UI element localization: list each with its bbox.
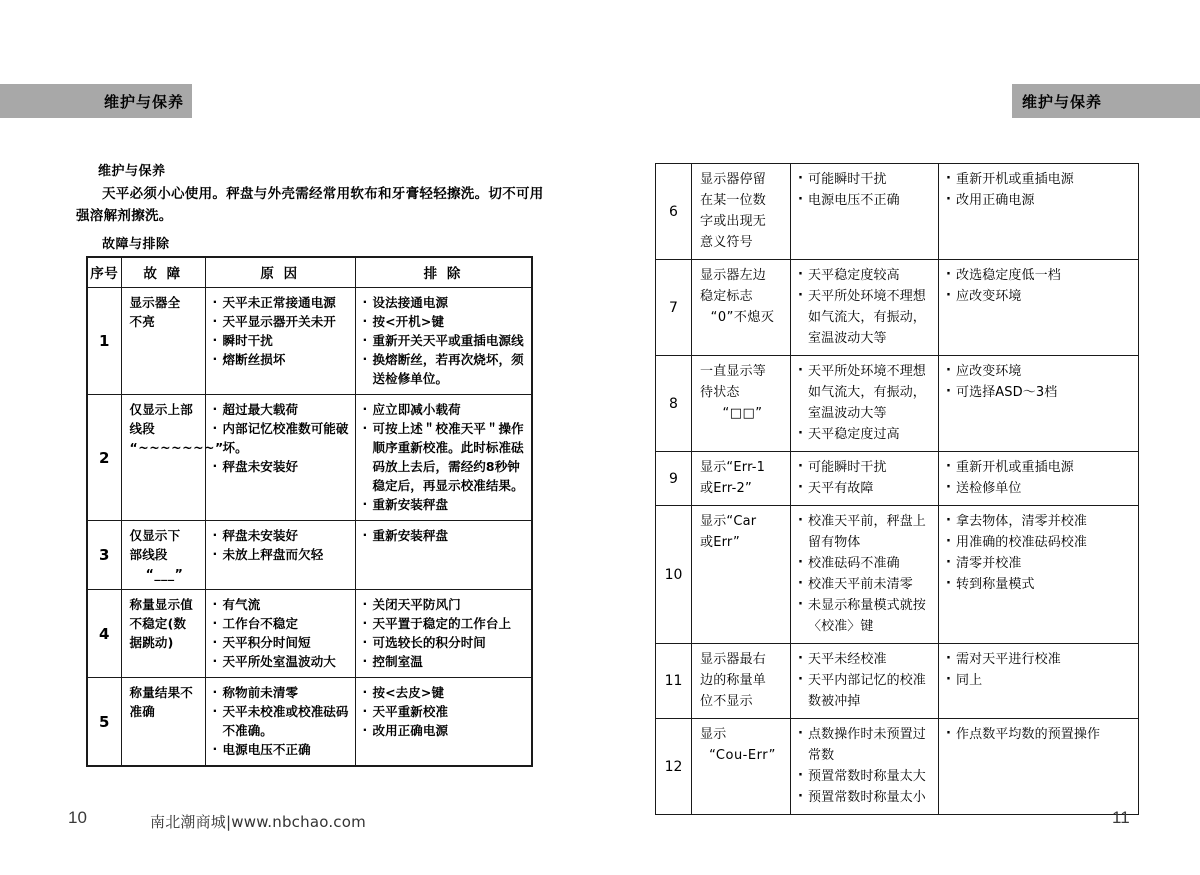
bullet-item: · 预置常数时称量太大: [797, 766, 933, 787]
row-number: 6: [656, 164, 692, 260]
cause-cell: [791, 356, 939, 452]
fault-line: 不稳定(数: [129, 616, 187, 631]
bullet-list: [945, 265, 1133, 307]
bullet-list: [212, 293, 350, 369]
table-row: [656, 719, 1139, 815]
bullet-item: · 控制室温: [362, 652, 527, 671]
fault-line: 显示“Err-1: [700, 460, 766, 475]
bullet-list: [362, 293, 527, 388]
fault-line: 或Err”: [700, 535, 740, 550]
bullet-item: · 改用正确电源: [945, 190, 1133, 211]
fault-line: 准确: [129, 704, 155, 719]
bullet-item: · 重新开机或重插电源: [945, 169, 1133, 190]
bullet-item: · 天平积分时间短: [212, 633, 350, 652]
fault-line: 边的称量单: [700, 673, 767, 688]
footer-credit: 南北潮商城|www.nbchao.com: [150, 813, 366, 831]
bullet-item: · 改选稳定度低一档: [945, 265, 1133, 286]
bullet-item: · 预置常数时称量太小: [797, 787, 933, 808]
bullet-item: · 需对天平进行校准: [945, 649, 1133, 670]
row-number: 8: [656, 356, 692, 452]
bullet-list: [945, 169, 1133, 211]
bullet-list: [945, 724, 1133, 745]
fault-line: 称量显示值: [129, 597, 194, 612]
bullet-list: [212, 526, 350, 564]
bullet-list: [212, 595, 350, 671]
bullet-list: [362, 683, 527, 740]
row-number: 7: [656, 260, 692, 356]
bullet-item: · 清零并校准: [945, 553, 1133, 574]
fault-line: 不亮: [129, 314, 155, 329]
fault-line: 一直显示等: [700, 364, 767, 379]
bullet-item: · 应改变环境: [945, 361, 1133, 382]
fault-line: 位不显示: [700, 694, 753, 709]
header-banner-right: [1012, 84, 1200, 118]
bullet-item: · 设法接通电源: [362, 293, 527, 312]
bullet-item: · 天平显示器开关未开: [212, 312, 350, 331]
fault-line: 仅显示上部: [129, 402, 194, 417]
bullet-list: [362, 400, 527, 514]
remedy-cell: [939, 164, 1139, 260]
remedy-cell: [939, 719, 1139, 815]
bullet-item: · 重新开机或重插电源: [945, 457, 1133, 478]
remedy-cell: [355, 678, 532, 767]
header-banner-left-text: 维护与保养: [103, 92, 184, 111]
fault-line: 据跳动): [129, 635, 174, 650]
bullet-item: · 应改变环境: [945, 286, 1133, 307]
row-number: 1: [87, 288, 121, 395]
remedy-cell: [355, 395, 532, 521]
bullet-item: · 电源电压不正确: [212, 740, 350, 759]
bullet-item: · 工作台不稳定: [212, 614, 350, 633]
remedy-cell: [939, 452, 1139, 506]
bullet-list: [362, 526, 527, 545]
table-row: [87, 590, 532, 678]
bullet-item: · 同上: [945, 670, 1133, 691]
bullet-item: · 可选较长的积分时间: [362, 633, 527, 652]
bullet-item: · 改用正确电源: [362, 721, 527, 740]
subsection-heading: 故障与排除: [102, 237, 170, 252]
table-row: [656, 164, 1139, 260]
fault-line: 意义符号: [700, 235, 753, 250]
bullet-item: · 瞬时干扰: [212, 331, 350, 350]
row-number: 4: [87, 590, 121, 678]
fault-line: “~~~~~~~”: [129, 440, 224, 455]
bullet-list: [945, 361, 1133, 403]
bullet-item: · 有气流: [212, 595, 350, 614]
bullet-list: [945, 649, 1133, 691]
fault-cell: [121, 395, 224, 521]
column-header-fault: 故 障: [121, 257, 205, 288]
bullet-item: · 送检修单位: [945, 478, 1133, 499]
column-header-remedy: 排 除: [355, 257, 532, 288]
table-row: [87, 395, 532, 521]
cause-cell: [791, 644, 939, 719]
bullet-list: [797, 265, 933, 349]
bullet-item: · 按<开机>键: [362, 312, 527, 331]
remedy-cell: [939, 506, 1139, 644]
bullet-item: · 可能瞬时干扰: [797, 169, 933, 190]
bullet-item: · 关闭天平防风门: [362, 595, 527, 614]
intro-paragraph: 天平必须小心使用。秤盘与外壳需经常用软布和牙膏轻轻擦洗。切不可用强溶解剂擦洗。: [76, 186, 544, 224]
bullet-item: · 天平稳定度较高: [797, 265, 933, 286]
bullet-item: · 拿去物体，清零并校准: [945, 511, 1133, 532]
fault-line: 部线段: [129, 547, 168, 562]
remedy-cell: [939, 260, 1139, 356]
bullet-item: · 校准天平前，秤盘上留有物体: [797, 511, 933, 553]
bullet-item: · 校准砝码不准确: [797, 553, 933, 574]
bullet-list: [797, 511, 933, 637]
fault-line: 显示器最右: [700, 652, 767, 667]
cause-cell: [791, 164, 939, 260]
row-number: 11: [656, 644, 692, 719]
bullet-item: · 天平未正常接通电源: [212, 293, 350, 312]
row-number: 10: [656, 506, 692, 644]
cause-cell: [205, 590, 355, 678]
bullet-item: · 超过最大载荷: [212, 400, 350, 419]
troubleshooting-table-left: [86, 256, 533, 767]
remedy-cell: [355, 590, 532, 678]
table-row: [656, 644, 1139, 719]
fault-cell: [692, 356, 791, 452]
fault-line: 线段: [129, 421, 155, 436]
bullet-item: · 天平稳定度过高: [797, 424, 933, 445]
bullet-item: · 可能瞬时干扰: [797, 457, 933, 478]
bullet-item: · 校准天平前未清零: [797, 574, 933, 595]
fault-cell: [121, 678, 205, 767]
fault-line: 显示器左边: [700, 268, 767, 283]
bullet-item: · 换熔断丝，若再次烧坏，须送检修单位。: [362, 350, 527, 388]
bullet-list: [797, 169, 933, 211]
bullet-item: · 应立即减小载荷: [362, 400, 527, 419]
table-row: [87, 288, 532, 395]
bullet-list: [362, 595, 527, 671]
bullet-item: · 重新安装秤盘: [362, 526, 527, 545]
table-row: [656, 506, 1139, 644]
bullet-list: [945, 511, 1133, 595]
header-banner-left: [0, 84, 192, 118]
bullet-item: · 秤盘未安装好: [212, 457, 350, 476]
cause-cell: [205, 395, 355, 521]
bullet-list: [945, 457, 1133, 499]
table-row: [656, 260, 1139, 356]
bullet-item: · 天平所处室温波动大: [212, 652, 350, 671]
fault-cell: [692, 164, 791, 260]
row-number: 2: [87, 395, 121, 521]
column-header-cause: 原 因: [205, 257, 355, 288]
row-number: 9: [656, 452, 692, 506]
remedy-cell: [939, 644, 1139, 719]
troubleshooting-table-right: [655, 163, 1139, 815]
fault-cell: [121, 590, 205, 678]
bullet-item: · 重新安装秤盘: [362, 495, 527, 514]
table-header-row: [87, 257, 532, 288]
bullet-list: [797, 724, 933, 808]
cause-cell: [791, 719, 939, 815]
bullet-item: · 电源电压不正确: [797, 190, 933, 211]
fault-line: “Cou-Err”: [709, 748, 776, 763]
bullet-list: [212, 400, 350, 476]
bullet-list: [212, 683, 350, 759]
remedy-cell: [355, 288, 532, 395]
fault-line: “0”不熄灭: [710, 310, 775, 325]
table-body-right: [656, 164, 1139, 815]
section-heading: 维护与保养: [98, 164, 166, 179]
bullet-item: · 天平未校准或校准砝码不准确。: [212, 702, 350, 740]
bullet-list: [797, 361, 933, 445]
bullet-item: · 未放上秤盘而欠轻: [212, 545, 350, 564]
fault-line: 在某一位数: [700, 193, 767, 208]
table-row: [656, 356, 1139, 452]
cause-cell: [205, 288, 355, 395]
bullet-item: · 重新开关天平或重插电源线: [362, 331, 527, 350]
table-body-left: [87, 288, 532, 767]
fault-cell: [692, 506, 791, 644]
page-number-right: 11: [1112, 808, 1130, 827]
fault-line: “□□”: [722, 406, 763, 421]
row-number: 3: [87, 521, 121, 590]
cause-cell: [791, 260, 939, 356]
row-number: 5: [87, 678, 121, 767]
fault-line: 仅显示下: [129, 528, 181, 543]
fault-line: 显示“Car: [700, 514, 757, 529]
remedy-cell: [355, 521, 532, 590]
bullet-item: · 天平有故障: [797, 478, 933, 499]
fault-line: 显示器停留: [700, 172, 767, 187]
bullet-item: · 用准确的校准砝码校准: [945, 532, 1133, 553]
page-number-left: 10: [68, 808, 87, 827]
table-row: [656, 452, 1139, 506]
bullet-item: · 天平未经校准: [797, 649, 933, 670]
cause-cell: [205, 521, 355, 590]
fault-line: 稳定标志: [700, 289, 753, 304]
bullet-item: · 内部记忆校准数可能破坏。: [212, 419, 350, 457]
fault-line: 待状态: [700, 385, 740, 400]
bullet-item: · 天平重新校准: [362, 702, 527, 721]
fault-cell: [692, 719, 791, 815]
row-number: 12: [656, 719, 692, 815]
intro-block: [76, 160, 546, 252]
fault-cell: [692, 644, 791, 719]
fault-line: 字或出现无: [700, 214, 767, 229]
header-banner-right-text: 维护与保养: [1022, 92, 1103, 111]
bullet-item: · 天平所处环境不理想如气流大，有振动，室温波动大等: [797, 361, 933, 424]
fault-cell: [121, 521, 205, 590]
bullet-item: · 天平内部记忆的校准数被冲掉: [797, 670, 933, 712]
cause-cell: [791, 452, 939, 506]
bullet-item: · 天平所处环境不理想如气流大，有振动，室温波动大等: [797, 286, 933, 349]
fault-line: “___”: [145, 566, 184, 581]
fault-line: 显示: [700, 727, 727, 742]
fault-cell: [692, 452, 791, 506]
fault-cell: [121, 288, 205, 395]
remedy-cell: [939, 356, 1139, 452]
bullet-item: · 秤盘未安装好: [212, 526, 350, 545]
bullet-item: · 未显示称量模式就按〈校准〉键: [797, 595, 933, 637]
bullet-item: · 可选择ASD～3档: [945, 382, 1133, 403]
column-header-no: 序号: [87, 257, 121, 288]
bullet-item: · 可按上述＂校准天平＂操作顺序重新校准。此时标准砝码放上去后，需经约8秒钟稳定后，再显示校准结果。: [362, 419, 527, 495]
fault-line: 显示器全: [129, 295, 181, 310]
fault-line: 或Err-2”: [700, 481, 752, 496]
fault-line: 称量结果不: [129, 685, 194, 700]
bullet-list: [797, 649, 933, 712]
cause-cell: [205, 678, 355, 767]
bullet-item: · 点数操作时未预置过常数: [797, 724, 933, 766]
fault-cell: [692, 260, 791, 356]
bullet-item: · 天平置于稳定的工作台上: [362, 614, 527, 633]
table-row: [87, 521, 532, 590]
bullet-item: · 按<去皮>键: [362, 683, 527, 702]
bullet-item: · 熔断丝损坏: [212, 350, 350, 369]
bullet-list: [797, 457, 933, 499]
table-row: [87, 678, 532, 767]
bullet-item: · 转到称量模式: [945, 574, 1133, 595]
bullet-item: · 称物前未清零: [212, 683, 350, 702]
cause-cell: [791, 506, 939, 644]
bullet-item: · 作点数平均数的预置操作: [945, 724, 1133, 745]
